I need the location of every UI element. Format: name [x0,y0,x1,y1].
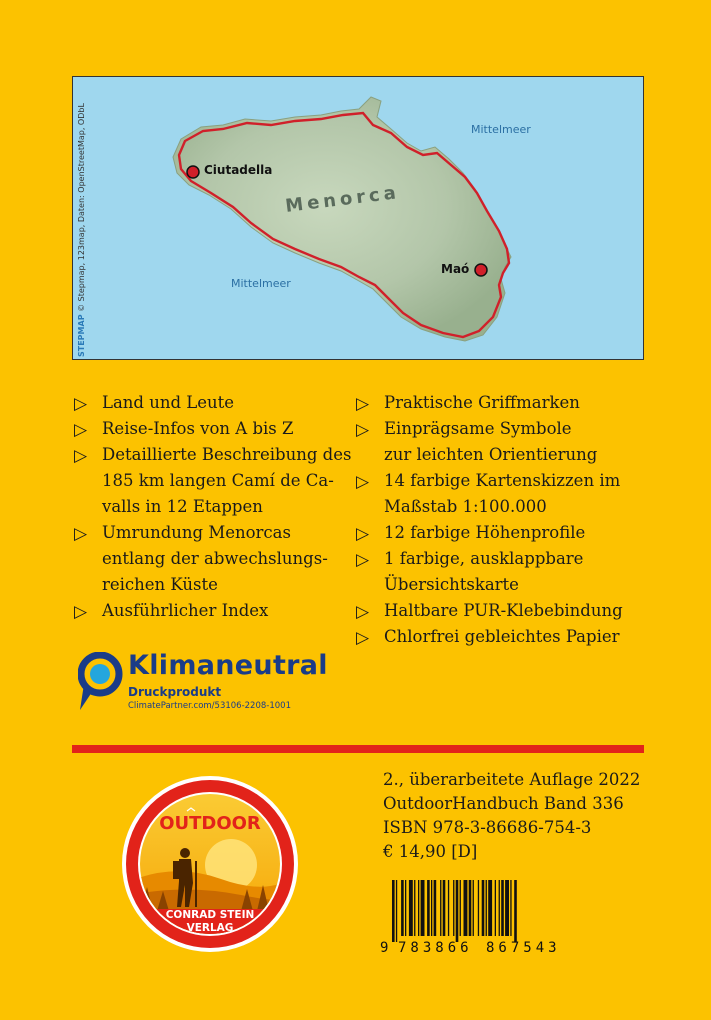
red-divider [72,745,644,753]
feature-right-item-line: Chlorfrei gebleichtes Papier [384,627,620,646]
feature-left-item-line: reichen Küste [102,575,218,594]
sea-label-south: Mittelmeer [231,277,291,290]
feature-list-right [356,390,656,650]
barcode-bar [478,880,479,936]
climatepartner-icon [78,652,126,712]
feature-right-item [356,598,656,624]
barcode-bar [501,880,504,936]
feature-list-left [74,390,364,624]
barcode-left-group: 783866 [398,940,473,956]
price-text: € 14,90 [D] [383,842,478,861]
barcode-first-digit: 9 [380,940,389,956]
triangle-right-outline-icon: ▷ [356,550,370,570]
feature-left-item [74,520,364,598]
island-shape [173,97,511,341]
barcode-bar [460,880,461,936]
barcode-bar [499,880,500,936]
map-graphic [73,77,644,360]
series-text: OutdoorHandbuch Band 336 [383,794,624,813]
menorca-map [72,76,644,360]
feature-left-item-line: Land und Leute [102,393,235,412]
barcode-bar [510,880,511,936]
triangle-right-outline-icon: ▷ [356,602,370,622]
barcode-bar [514,880,517,942]
feature-right-item [356,390,656,416]
barcode-bar [421,880,425,936]
feature-right-item [356,520,656,546]
feature-left-item [74,416,364,442]
triangle-right-outline-icon: ▷ [74,420,88,440]
barcode-bar [409,880,413,936]
barcode-right-group: 867543 [486,940,561,956]
feature-left-item [74,442,364,520]
feature-left-item [74,598,364,624]
badge-line2: VERLAG [186,922,234,934]
feature-right-item-line: Haltbare PUR-Klebebindung [384,601,623,620]
isbn-barcode [380,880,580,958]
feature-right-item-line: Übersichtskarte [384,575,519,594]
island-label: Menorca [284,182,401,217]
feature-right-item-line: Einprägsame Symbole [384,419,572,438]
barcode-bar [396,880,397,942]
feature-right-item-line: 12 farbige Höhenprofile [384,523,586,542]
barcode-bars [380,880,580,942]
barcode-bar [427,880,430,936]
barcode-bar [464,880,468,936]
barcode-bar [488,880,492,936]
sea-label-north: Mittelmeer [471,123,531,136]
triangle-right-outline-icon: ▷ [356,394,370,414]
triangle-right-outline-icon: ▷ [74,394,88,414]
barcode-bar [401,880,404,936]
barcode-bar [418,880,419,936]
feature-left-item-line: 185 km langen Camí de Ca- [102,471,334,490]
barcode-bar [495,880,496,936]
map-credit-text: © Stepmap, 123map, Daten: OpenStreetMap, ODbL [77,103,86,312]
feature-left-item-line: valls in 12 Etappen [102,497,263,516]
badge-title: OUTDOOR [159,813,261,834]
barcode-bar [505,880,509,936]
city-label-ciutadella: Ciutadella [204,163,273,177]
outdoor-badge [121,775,299,953]
barcode-bar [469,880,472,936]
city-marker-mao [475,264,487,276]
feature-left-item-line: Umrundung Menorcas [102,523,291,542]
barcode-bar [434,880,437,936]
triangle-right-outline-icon: ▷ [356,628,370,648]
barcode-bar [486,880,487,936]
badge-line1: CONRAD STEIN [165,909,255,921]
city-marker-ciutadella [187,166,199,178]
feature-right-item-line: zur leichten Orientierung [384,445,598,464]
barcode-bar [405,880,406,936]
feature-right-item [356,468,656,520]
triangle-right-outline-icon: ▷ [356,524,370,544]
feature-left-item-line: entlang der abwechslungs- [102,549,328,568]
barcode-bar [392,880,395,942]
stepmap-brand: STEPMAP [77,314,86,357]
feature-left-item-line: Ausführlicher Index [102,601,269,620]
barcode-bar [453,880,454,936]
feature-right-item [356,546,656,598]
barcode-bar [448,880,449,936]
triangle-right-outline-icon: ▷ [74,602,88,622]
barcode-bar [431,880,432,936]
isbn-text: ISBN 978-3-86686-754-3 [383,818,592,837]
triangle-right-outline-icon: ▷ [356,420,370,440]
barcode-bar [443,880,446,936]
triangle-right-outline-icon: ▷ [74,524,88,544]
barcode-bar [482,880,485,936]
feature-right-item [356,416,656,468]
climate-neutral-logo [78,650,358,714]
feature-right-item-line: 1 farbige, ausklappbare [384,549,584,568]
feature-left-item-line: Reise-Infos von A bis Z [102,419,294,438]
feature-right-item-line: 14 farbige Kartenskizzen im [384,471,621,490]
barcode-bar [440,880,441,936]
feature-right-item [356,624,656,650]
city-label-mao: Maó [441,262,470,276]
climate-title: Klimaneutral [128,650,328,681]
feature-right-item-line: Praktische Griffmarken [384,393,580,412]
edition-text: 2., überarbeitete Auflage 2022 [383,770,641,789]
imprint-block [383,768,640,864]
climate-subtitle: Druckprodukt [128,685,222,699]
barcode-bar [414,880,415,936]
map-credit [77,103,86,357]
feature-left-item [74,390,364,416]
barcode-bar [456,880,459,942]
triangle-right-outline-icon: ▷ [74,446,88,466]
triangle-right-outline-icon: ▷ [356,472,370,492]
feature-right-item-line: Maßstab 1:100.000 [384,497,547,516]
barcode-bar [473,880,474,936]
climate-url: ClimatePartner.com/53106-2208-1001 [128,701,291,711]
feature-left-item-line: Detaillierte Beschreibung des [102,445,352,464]
